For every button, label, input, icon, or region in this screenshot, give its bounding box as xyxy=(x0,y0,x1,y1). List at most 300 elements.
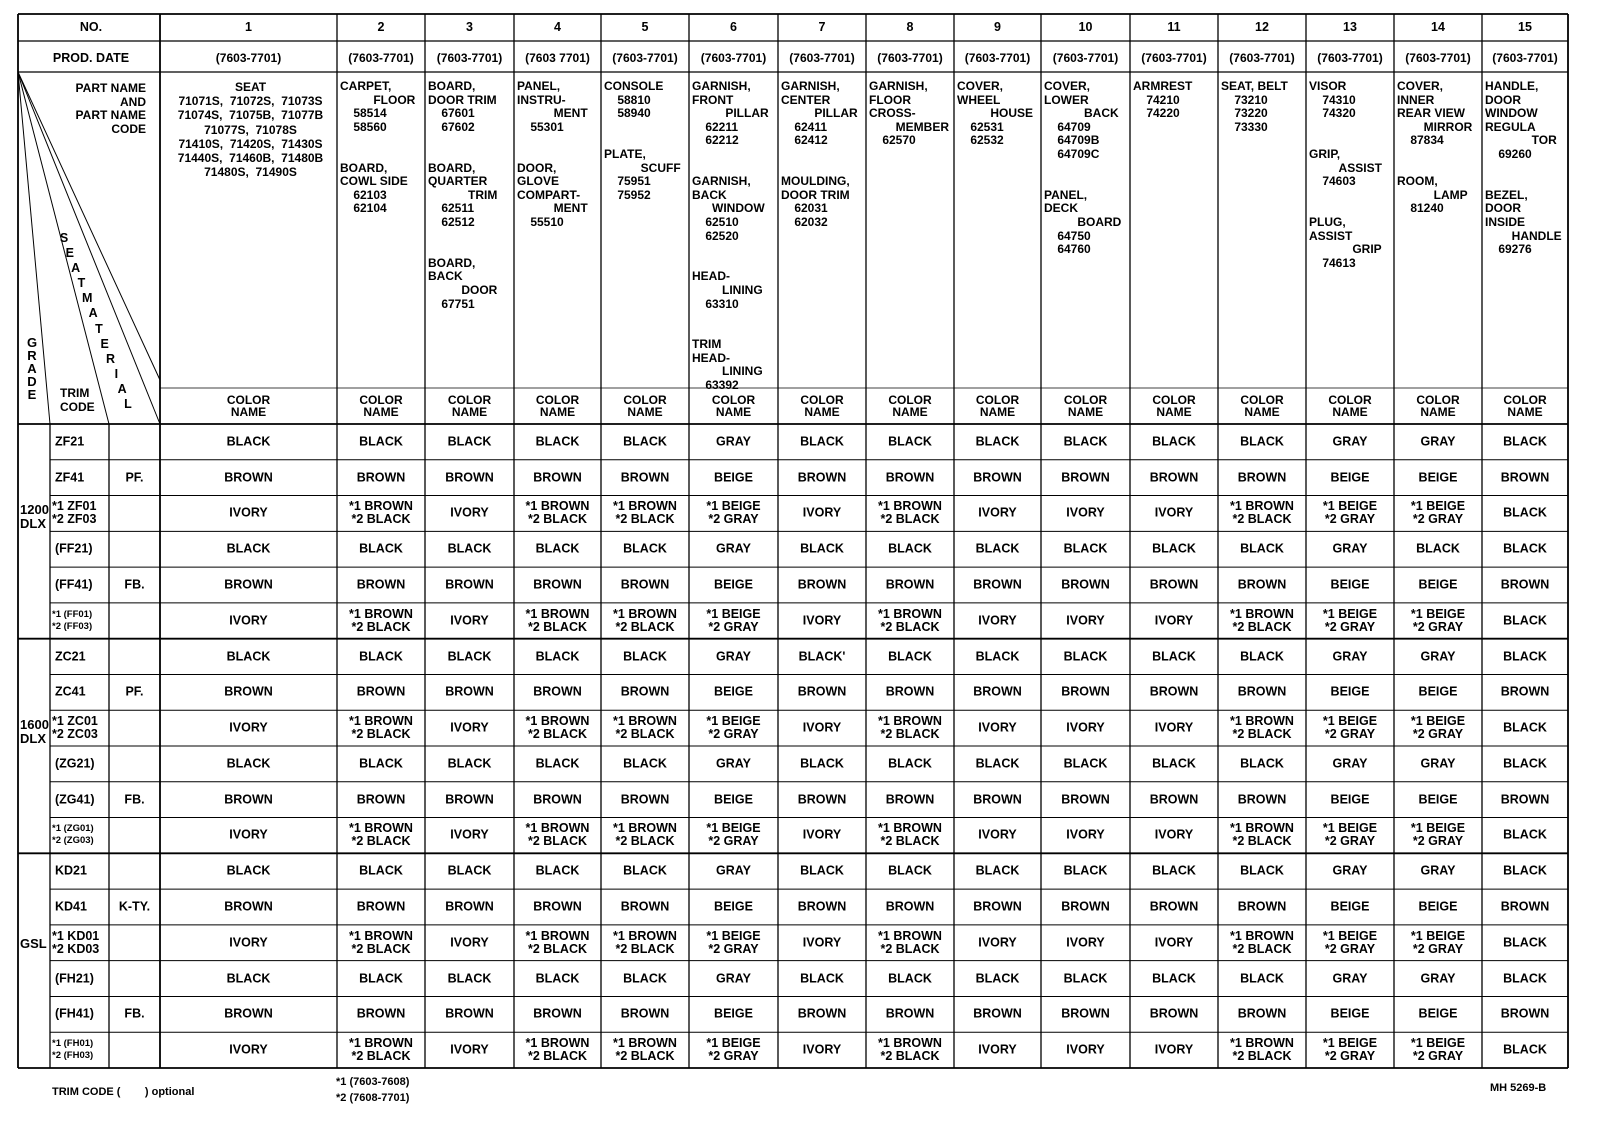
color-cell: BROWN xyxy=(533,684,582,699)
color-cell: BROWN xyxy=(224,1006,273,1021)
seat-material-cell: K-TY. xyxy=(118,899,151,914)
color-cell: BLACK xyxy=(1240,434,1284,449)
color-cell: *1 BROWN *2 BLACK xyxy=(1230,714,1294,742)
color-cell: BLACK xyxy=(226,541,271,556)
seat-material-letter: A xyxy=(88,306,98,321)
color-cell: IVORY xyxy=(1066,935,1105,950)
color-cell: BLACK xyxy=(800,756,844,771)
color-cell: BROWN xyxy=(1237,470,1287,485)
date-note-1: *1 (7603-7608) xyxy=(336,1076,410,1088)
trim-code-cell: KD21 xyxy=(55,863,87,878)
color-cell: BROWN xyxy=(1061,899,1110,914)
color-cell: BLACK xyxy=(359,541,403,556)
color-name-header: COLOR NAME xyxy=(359,393,403,419)
color-cell: *1 BROWN *2 BLACK xyxy=(613,821,677,849)
seat-material-cell: PF. xyxy=(125,684,144,699)
color-cell: BEIGE xyxy=(1330,684,1370,699)
color-cell: BROWN xyxy=(620,1006,670,1021)
color-cell: BROWN xyxy=(224,470,273,485)
column-part-names: GARNISH, FRONT PILLAR 62211 62212 GARNISH, BACK WINDOW 62510 62520 HEAD- LINING 63310 TRIM HEAD- LINING 63392 xyxy=(692,79,769,393)
color-cell: BROWN xyxy=(797,577,847,592)
color-cell: BLACK xyxy=(535,541,580,556)
color-cell: BROWN xyxy=(445,470,494,485)
color-cell: BLACK xyxy=(447,434,492,449)
color-cell: *1 BROWN *2 BLACK xyxy=(613,928,677,956)
color-cell: BROWN xyxy=(973,899,1022,914)
color-cell: BLACK xyxy=(535,649,580,664)
color-cell: BEIGE xyxy=(1330,1006,1370,1021)
color-cell: BLACK xyxy=(623,434,667,449)
color-cell: BLACK xyxy=(975,863,1020,878)
color-cell: BLACK xyxy=(1152,863,1196,878)
color-cell: *1 BROWN *2 BLACK xyxy=(349,499,413,527)
color-cell: IVORY xyxy=(802,935,842,950)
color-cell: *1 BEIGE *2 GRAY xyxy=(1322,714,1378,742)
color-cell: BEIGE xyxy=(1418,899,1458,914)
color-cell: BLACK xyxy=(535,863,580,878)
column-part-names: SEAT 71071S, 71072S, 71073S 71074S, 71075B, 71077B 71077S, 71078S 71410S, 71420S, 71430S 71440S, 71460B, 71480B 71480S, 71490S xyxy=(177,80,324,180)
color-cell: BLACK xyxy=(623,649,667,664)
color-cell: BLACK xyxy=(1152,756,1196,771)
color-cell: BROWN xyxy=(224,899,273,914)
seat-material-cell: FB. xyxy=(124,1006,145,1021)
color-cell: BLACK xyxy=(1152,434,1196,449)
color-cell: *1 BROWN *2 BLACK xyxy=(1230,606,1294,634)
column-number: 12 xyxy=(1255,20,1269,34)
color-cell: BLACK xyxy=(1240,541,1284,556)
part-name-header: PART NAME AND PART NAME CODE xyxy=(75,81,146,136)
color-cell: BROWN xyxy=(533,577,582,592)
column-number: 15 xyxy=(1518,20,1532,34)
column-part-names: COVER, WHEEL HOUSE 62531 62532 xyxy=(957,79,1034,148)
color-cell: *1 BROWN *2 BLACK xyxy=(878,821,942,849)
color-cell: *1 BROWN *2 BLACK xyxy=(1230,499,1294,527)
color-cell: BROWN xyxy=(533,899,582,914)
color-cell: BROWN xyxy=(356,1006,406,1021)
color-cell: IVORY xyxy=(1066,720,1105,735)
color-cell: BLACK xyxy=(1503,756,1547,771)
color-cell: GRAY xyxy=(1332,649,1368,664)
color-cell: IVORY xyxy=(1154,935,1194,950)
color-cell: BLACK xyxy=(1503,863,1547,878)
color-cell: BROWN xyxy=(1237,792,1287,807)
color-cell: *1 BEIGE *2 GRAY xyxy=(1322,1036,1378,1064)
color-cell: BLACK xyxy=(975,971,1020,986)
trim-code-cell: (ZG41) xyxy=(55,792,95,807)
color-cell: BLACK xyxy=(359,434,403,449)
color-cell: BROWN xyxy=(356,470,406,485)
trim-code-cell: (FH21) xyxy=(55,971,94,986)
color-cell: *1 BROWN *2 BLACK xyxy=(525,714,590,742)
color-cell: BLACK xyxy=(447,756,492,771)
color-cell: BLACK xyxy=(535,434,580,449)
color-cell: BROWN xyxy=(1237,684,1287,699)
color-cell: *1 BEIGE *2 GRAY xyxy=(706,928,761,956)
color-cell: BLACK xyxy=(447,863,492,878)
column-part-names: GARNISH, FLOOR CROSS- MEMBER 62570 xyxy=(869,79,950,148)
trim-code-cell: (FF21) xyxy=(55,541,93,556)
color-cell: GRAY xyxy=(1332,756,1368,771)
column-part-names: BOARD, DOOR TRIM 67601 67602 BOARD, QUARTER TRIM 62511 62512 BOARD, BACK DOOR 67751 xyxy=(428,79,498,311)
seat-material-letter: M xyxy=(82,291,93,306)
color-name-header: COLOR NAME xyxy=(535,393,580,419)
color-cell: BROWN xyxy=(533,1006,582,1021)
color-cell: *1 BROWN *2 BLACK xyxy=(1230,1036,1294,1064)
grade-header: G R A D E xyxy=(26,335,38,402)
color-cell: BLACK xyxy=(447,649,492,664)
seat-material-letter: T xyxy=(95,321,103,336)
color-cell: BROWN xyxy=(797,1006,847,1021)
color-name-header: COLOR NAME xyxy=(1152,393,1196,419)
color-cell: BROWN xyxy=(885,792,935,807)
color-cell: *1 BROWN *2 BLACK xyxy=(349,606,413,634)
color-cell: BROWN xyxy=(885,684,935,699)
color-cell: BLACK xyxy=(1063,649,1108,664)
column-part-names: GARNISH, CENTER PILLAR 62411 62412 MOULDING, DOOR TRIM 62031 62032 xyxy=(781,79,858,229)
color-cell: IVORY xyxy=(450,720,489,735)
color-cell: BLACK xyxy=(226,434,271,449)
color-cell: GRAY xyxy=(1420,756,1456,771)
color-cell: IVORY xyxy=(802,613,842,628)
color-cell: BROWN xyxy=(445,792,494,807)
color-name-header: COLOR NAME xyxy=(800,393,844,419)
color-cell: IVORY xyxy=(1066,613,1105,628)
column-number: 3 xyxy=(466,20,473,34)
color-name-header: COLOR NAME xyxy=(975,393,1020,419)
color-cell: BROWN xyxy=(1500,684,1550,699)
date-note-2: *2 (7608-7701) xyxy=(336,1092,410,1104)
color-cell: *1 BROWN *2 BLACK xyxy=(525,606,590,634)
column-part-names: VISOR 74310 74320 GRIP, ASSIST 74603 PLUG, ASSIST GRIP 74613 xyxy=(1309,79,1382,270)
color-cell: IVORY xyxy=(978,720,1017,735)
color-cell: IVORY xyxy=(229,1042,268,1057)
color-cell: BLACK xyxy=(1240,649,1284,664)
color-cell: BLACK xyxy=(359,649,403,664)
color-cell: GRAY xyxy=(716,971,751,986)
color-name-header: COLOR NAME xyxy=(623,393,667,419)
color-cell: *1 BEIGE *2 GRAY xyxy=(1410,821,1466,849)
color-cell: *1 BEIGE *2 GRAY xyxy=(1410,606,1466,634)
color-cell: IVORY xyxy=(450,613,489,628)
color-cell: BROWN xyxy=(1149,684,1199,699)
color-cell: *1 BROWN *2 BLACK xyxy=(525,1036,590,1064)
color-cell: BLACK xyxy=(888,434,932,449)
color-cell: BLACK xyxy=(1503,1042,1547,1057)
color-cell: IVORY xyxy=(1154,613,1194,628)
color-cell: BROWN xyxy=(224,792,273,807)
column-prod-date: (7603 7701) xyxy=(525,51,590,65)
color-cell: *1 BEIGE *2 GRAY xyxy=(706,1036,761,1064)
color-cell: BLACK xyxy=(226,971,271,986)
color-cell: BROWN xyxy=(620,470,670,485)
color-cell: BEIGE xyxy=(1418,1006,1458,1021)
trim-code-cell: (FH41) xyxy=(55,1006,94,1021)
color-cell: IVORY xyxy=(450,505,489,520)
color-cell: BLACK xyxy=(975,434,1020,449)
color-cell: BLACK xyxy=(623,541,667,556)
seat-material-letter: E xyxy=(100,336,109,351)
color-cell: BROWN xyxy=(885,470,935,485)
color-cell: BLACK xyxy=(1503,649,1547,664)
color-cell: BEIGE xyxy=(1330,470,1370,485)
color-cell: BROWN xyxy=(533,470,582,485)
color-cell: BEIGE xyxy=(1418,470,1458,485)
color-cell: *1 BEIGE *2 GRAY xyxy=(1410,1036,1466,1064)
color-cell: BLACK xyxy=(975,541,1020,556)
color-cell: *1 BROWN *2 BLACK xyxy=(878,714,942,742)
color-cell: BROWN xyxy=(1500,792,1550,807)
column-prod-date: (7603-7701) xyxy=(215,51,282,65)
color-cell: *1 BEIGE *2 GRAY xyxy=(706,714,761,742)
color-cell: GRAY xyxy=(1420,649,1456,664)
color-cell: BROWN xyxy=(356,792,406,807)
trim-code-cell: *1 (FF01) *2 (FF03) xyxy=(52,608,93,632)
color-cell: IVORY xyxy=(802,720,842,735)
grade-cell: 1600 DLX xyxy=(20,717,49,747)
no-header: NO. xyxy=(79,20,103,34)
trim-code-cell: ZF41 xyxy=(55,470,85,485)
color-cell: BROWN xyxy=(797,470,847,485)
color-cell: BROWN xyxy=(445,899,494,914)
trim-code-cell: *1 (ZG01) *2 (ZG03) xyxy=(52,823,94,847)
color-cell: BROWN xyxy=(1500,577,1550,592)
color-cell: BROWN xyxy=(1237,899,1287,914)
color-cell: BROWN xyxy=(1149,1006,1199,1021)
column-prod-date: (7603-7701) xyxy=(348,51,414,65)
color-cell: BROWN xyxy=(1061,1006,1110,1021)
color-cell: IVORY xyxy=(450,1042,489,1057)
color-cell: BLACK xyxy=(1152,541,1196,556)
column-prod-date: (7603-7701) xyxy=(1052,51,1119,65)
color-cell: BLACK xyxy=(1240,863,1284,878)
trim-code-cell: *1 ZF01 *2 ZF03 xyxy=(52,499,97,527)
column-number: 7 xyxy=(818,20,826,34)
column-part-names: SEAT, BELT 73210 73220 73330 xyxy=(1221,79,1288,134)
color-cell: BLACK xyxy=(888,863,932,878)
color-cell: BLACK xyxy=(447,971,492,986)
color-cell: *1 BROWN *2 BLACK xyxy=(878,606,942,634)
color-cell: GRAY xyxy=(1332,541,1368,556)
color-cell: BROWN xyxy=(973,577,1022,592)
color-cell: BROWN xyxy=(1149,577,1199,592)
color-cell: *1 BROWN *2 BLACK xyxy=(613,1036,677,1064)
color-cell: IVORY xyxy=(1154,1042,1194,1057)
color-cell: IVORY xyxy=(978,505,1017,520)
color-cell: BROWN xyxy=(1149,470,1199,485)
seat-material-letter: S xyxy=(59,231,69,245)
color-cell: *1 BROWN *2 BLACK xyxy=(878,928,942,956)
color-cell: *1 BEIGE *2 GRAY xyxy=(706,821,761,849)
column-number: 4 xyxy=(554,20,561,34)
column-prod-date: (7603-7701) xyxy=(700,51,767,65)
color-cell: BLACK xyxy=(226,863,271,878)
color-cell: BLACK xyxy=(1063,434,1108,449)
column-number: 10 xyxy=(1078,20,1093,34)
color-cell: IVORY xyxy=(978,827,1017,842)
color-cell: *1 BEIGE *2 GRAY xyxy=(1322,499,1378,527)
color-name-header: COLOR NAME xyxy=(1328,393,1372,419)
color-cell: BLACK xyxy=(359,971,403,986)
color-cell: GRAY xyxy=(1332,434,1368,449)
color-cell: BEIGE xyxy=(714,577,753,592)
trim-code-header: TRIM CODE xyxy=(60,386,95,414)
color-cell: BLACK xyxy=(226,756,271,771)
color-cell: BROWN xyxy=(885,899,935,914)
color-cell: IVORY xyxy=(229,505,268,520)
column-number: 14 xyxy=(1431,20,1445,34)
color-cell: BROWN xyxy=(1061,470,1110,485)
color-cell: BROWN xyxy=(356,684,406,699)
color-cell: BROWN xyxy=(1500,899,1550,914)
color-cell: BLACK xyxy=(975,756,1020,771)
color-cell: BEIGE xyxy=(714,899,753,914)
color-cell: BROWN xyxy=(445,577,494,592)
seat-material-cell: FB. xyxy=(124,577,145,592)
color-cell: BLACK xyxy=(1063,971,1108,986)
color-cell: *1 BEIGE *2 GRAY xyxy=(1322,928,1378,956)
column-number: 1 xyxy=(245,20,252,34)
color-cell: BLACK xyxy=(1503,971,1547,986)
column-number: 2 xyxy=(377,20,385,34)
color-cell: IVORY xyxy=(1154,505,1194,520)
seat-material-letter: I xyxy=(114,366,119,381)
color-cell: *1 BROWN *2 BLACK xyxy=(349,928,413,956)
seat-material-cell: PF. xyxy=(125,470,144,485)
color-cell: *1 BROWN *2 BLACK xyxy=(878,1036,942,1064)
color-cell: BEIGE xyxy=(1330,899,1370,914)
color-cell: BEIGE xyxy=(714,1006,753,1021)
color-cell: BROWN xyxy=(620,899,670,914)
color-cell: *1 BROWN *2 BLACK xyxy=(1230,821,1294,849)
column-number: 9 xyxy=(994,20,1001,34)
color-name-header: COLOR NAME xyxy=(1416,393,1460,419)
color-cell: BROWN xyxy=(973,1006,1022,1021)
column-part-names: PANEL, INSTRU- MENT 55301 DOOR, GLOVE COMPART- MENT 55510 xyxy=(517,79,588,229)
column-part-names: ARMREST 74210 74220 xyxy=(1133,79,1193,121)
trim-code-cell: ZC41 xyxy=(55,684,86,699)
column-number: 13 xyxy=(1343,20,1357,34)
color-cell: BLACK xyxy=(1063,863,1108,878)
seat-material-letter: R xyxy=(106,351,116,366)
column-prod-date: (7603-7701) xyxy=(1229,51,1295,65)
color-cell: BLACK xyxy=(800,541,844,556)
seat-material-letter: A xyxy=(117,381,127,396)
color-cell: GRAY xyxy=(716,541,751,556)
color-cell: BROWN xyxy=(1500,470,1550,485)
color-cell: BROWN xyxy=(797,899,847,914)
seat-material-cell: FB. xyxy=(124,792,145,807)
color-cell: BEIGE xyxy=(714,684,753,699)
column-part-names: HANDLE, DOOR WINDOW REGULA TOR 69260 BEZEL, DOOR INSIDE HANDLE 69276 xyxy=(1485,79,1562,257)
color-cell: *1 BEIGE *2 GRAY xyxy=(706,606,761,634)
column-part-names: CONSOLE 58810 58940 PLATE, SCUFF 75951 75952 xyxy=(604,79,681,202)
color-cell: *1 BROWN *2 BLACK xyxy=(525,499,590,527)
color-cell: *1 BEIGE *2 GRAY xyxy=(1322,821,1378,849)
color-cell: IVORY xyxy=(229,935,268,950)
color-cell: GRAY xyxy=(1420,863,1456,878)
color-cell: BLACK xyxy=(1503,827,1547,842)
column-prod-date: (7603-7701) xyxy=(1317,51,1383,65)
column-part-names: COVER, INNER REAR VIEW MIRROR 87834 ROOM, LAMP 81240 xyxy=(1397,79,1473,216)
color-cell: BEIGE xyxy=(1330,792,1370,807)
trim-code-cell: ZF21 xyxy=(55,434,85,449)
color-cell: BROWN xyxy=(973,684,1022,699)
seat-material-letter: A xyxy=(71,261,81,276)
grade-cell: GSL xyxy=(20,935,47,951)
color-cell: *1 BROWN *2 BLACK xyxy=(349,714,413,742)
color-cell: *1 BROWN *2 BLACK xyxy=(613,714,677,742)
color-cell: BROWN xyxy=(620,792,670,807)
color-cell: BROWN xyxy=(445,684,494,699)
color-cell: IVORY xyxy=(1154,720,1194,735)
color-cell: BLACK xyxy=(447,541,492,556)
color-cell: BLACK xyxy=(1416,541,1460,556)
color-cell: BLACK' xyxy=(798,649,846,664)
color-cell: BROWN xyxy=(1237,1006,1287,1021)
color-name-header: COLOR NAME xyxy=(447,393,492,419)
color-cell: GRAY xyxy=(716,863,751,878)
color-cell: BLACK xyxy=(1503,541,1547,556)
color-cell: BLACK xyxy=(623,863,667,878)
color-cell: BROWN xyxy=(1061,684,1110,699)
color-cell: BLACK xyxy=(1503,613,1547,628)
color-cell: BEIGE xyxy=(1418,792,1458,807)
color-cell: BLACK xyxy=(1063,541,1108,556)
color-cell: BROWN xyxy=(885,1006,935,1021)
color-cell: *1 BEIGE *2 GRAY xyxy=(1410,714,1466,742)
color-cell: *1 BROWN *2 BLACK xyxy=(349,821,413,849)
color-cell: GRAY xyxy=(716,649,751,664)
color-cell: IVORY xyxy=(229,613,268,628)
trim-code-cell: *1 (FH01) *2 (FH03) xyxy=(52,1038,94,1062)
color-cell: BROWN xyxy=(620,577,670,592)
color-cell: BROWN xyxy=(224,577,273,592)
trim-code-cell: ZC21 xyxy=(55,649,86,664)
color-cell: BLACK xyxy=(888,541,932,556)
color-cell: BROWN xyxy=(797,792,847,807)
color-name-header: COLOR NAME xyxy=(711,393,756,419)
trim-code-cell: (ZG21) xyxy=(55,756,95,771)
color-cell: BEIGE xyxy=(1418,577,1458,592)
column-prod-date: (7603-7701) xyxy=(877,51,943,65)
color-cell: IVORY xyxy=(450,827,489,842)
color-cell: *1 BROWN *2 BLACK xyxy=(1230,928,1294,956)
color-cell: GRAY xyxy=(716,434,751,449)
color-cell: IVORY xyxy=(978,613,1017,628)
column-number: 8 xyxy=(906,20,914,34)
color-cell: BLACK xyxy=(1152,971,1196,986)
color-cell: IVORY xyxy=(1066,505,1105,520)
color-cell: BROWN xyxy=(1149,792,1199,807)
column-number: 5 xyxy=(641,20,649,34)
color-cell: *1 BEIGE *2 GRAY xyxy=(1322,606,1378,634)
grade-cell: 1200 DLX xyxy=(20,502,49,532)
color-cell: *1 BROWN *2 BLACK xyxy=(525,821,590,849)
color-cell: BEIGE xyxy=(1330,577,1370,592)
color-cell: BLACK xyxy=(1240,756,1284,771)
color-cell: BLACK xyxy=(535,756,580,771)
color-cell: *1 BROWN *2 BLACK xyxy=(613,499,677,527)
color-cell: *1 BROWN *2 BLACK xyxy=(349,1036,413,1064)
color-cell: IVORY xyxy=(978,1042,1017,1057)
color-cell: BLACK xyxy=(1503,720,1547,735)
column-prod-date: (7603-7701) xyxy=(612,51,678,65)
color-cell: GRAY xyxy=(1332,863,1368,878)
column-number: 11 xyxy=(1167,20,1181,34)
color-cell: BLACK xyxy=(535,971,580,986)
color-cell: BLACK xyxy=(1152,649,1196,664)
color-cell: IVORY xyxy=(978,935,1017,950)
